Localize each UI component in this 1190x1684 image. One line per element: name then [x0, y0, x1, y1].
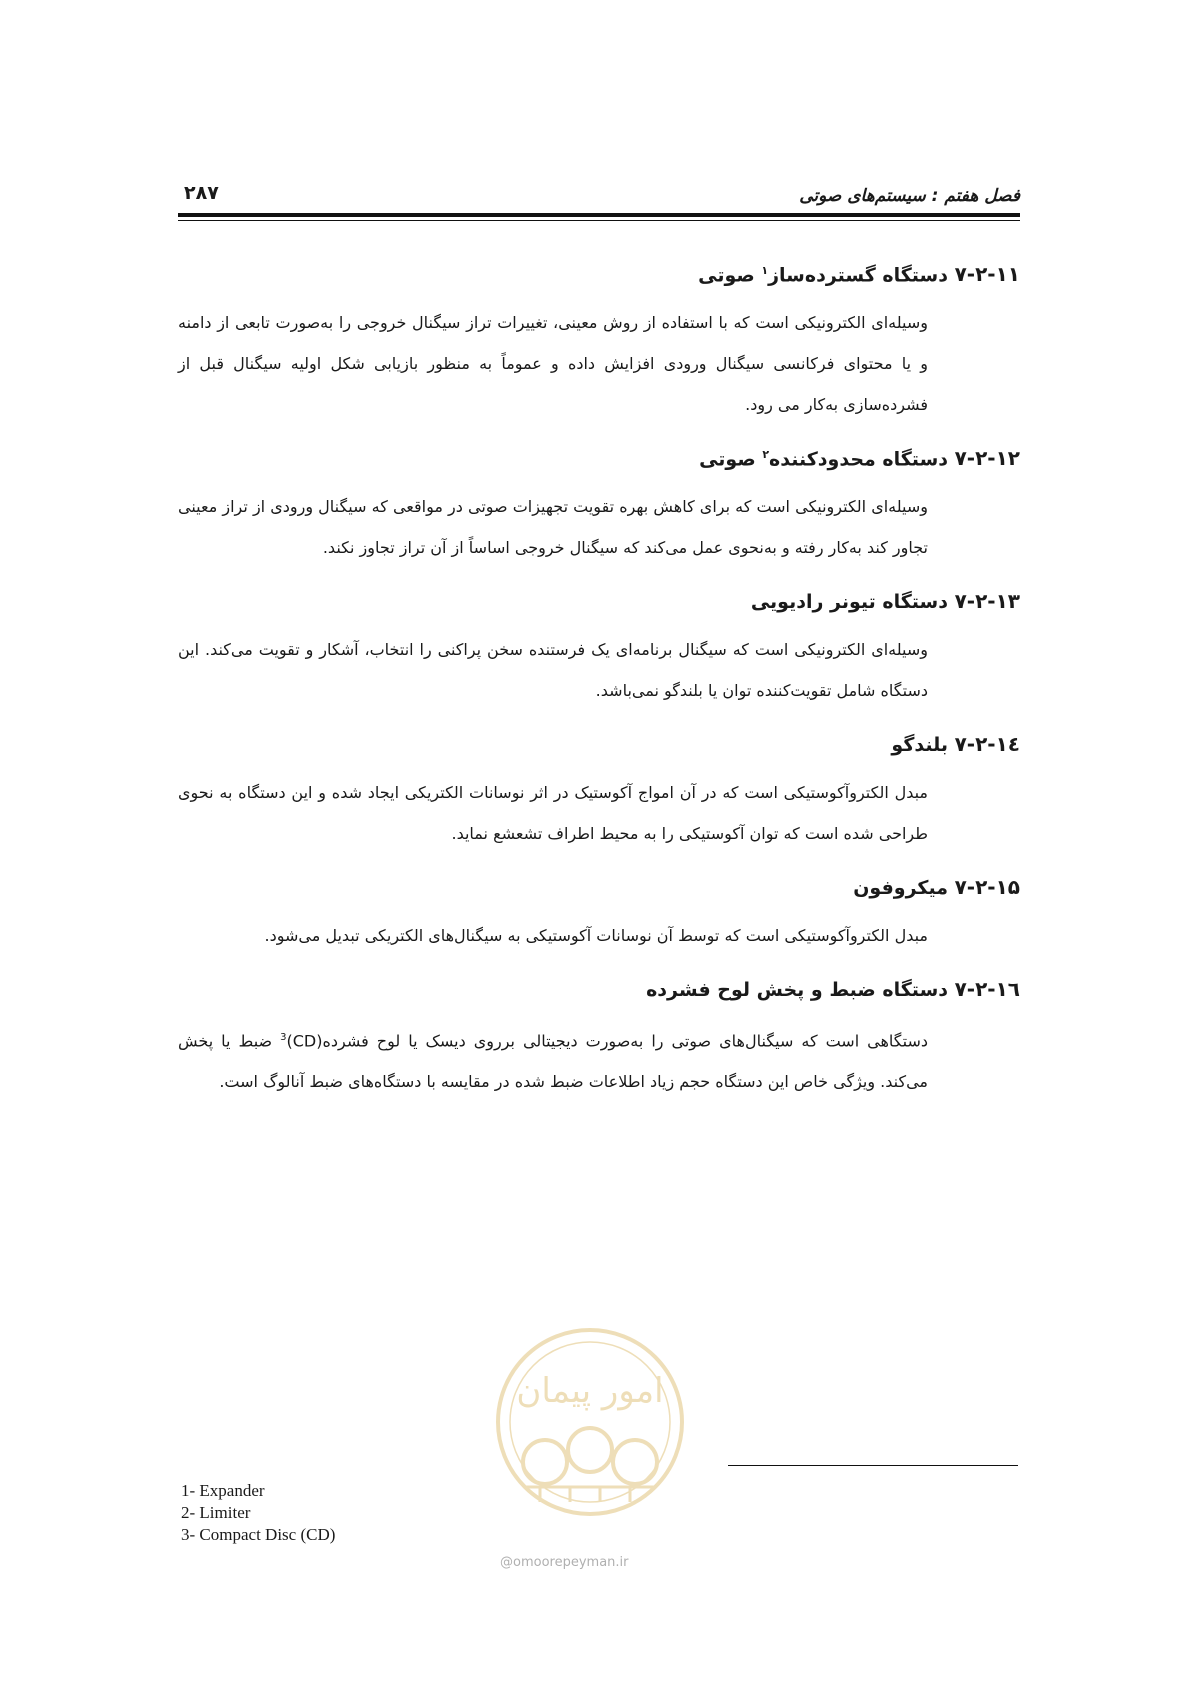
- watermark-text: امور پیمان: [516, 1371, 664, 1411]
- footnote-1: 1- Expander: [181, 1481, 265, 1500]
- page-number: ۲۸۷: [184, 182, 219, 204]
- watermark-caption: @omoorepeyman.ir: [500, 1555, 629, 1570]
- page-header: [178, 172, 1020, 220]
- section-heading: [178, 589, 1020, 629]
- footnote-ref: ۲: [762, 447, 770, 461]
- section-14: [178, 732, 1020, 854]
- section-body: مبدل الکتروآکوستیکی است که در آن امواج آکوستیک در اثر نوسانات الکتریکی ایجاد شده و این دستگاه به نحوی طراحی شده است که توان آکوستیکی را به محیط اطراف تشعشع نماید.: [178, 783, 928, 843]
- section-number: ۷-۲-۱٦: [954, 977, 1020, 1001]
- section-title: دستگاه ضبط و پخش لوح فشرده: [646, 979, 948, 1001]
- section-15: [178, 875, 1020, 956]
- section-title: دستگاه گسترده‌ساز$^۱$ صوتی: [698, 263, 948, 286]
- section-number: ۷-۲-۱٤: [954, 732, 1020, 756]
- watermark-logo: [490, 1322, 690, 1572]
- section-title: میکروفون: [853, 877, 948, 899]
- section-body: مبدل الکتروآکوستیکی است که توسط آن نوسانات آکوستیکی به سیگنال‌های الکتریکی تبدیل می‌شود.: [264, 926, 928, 945]
- chapter-title: فصل هفتم : سیستم‌های صوتی: [799, 186, 1020, 206]
- section-heading: [178, 446, 1020, 486]
- section-title: دستگاه تیونر رادیویی: [750, 591, 948, 613]
- section-16: [178, 977, 1020, 1102]
- footnote-ref: 3: [280, 1032, 287, 1043]
- section-number: ۷-۲-۱۱: [954, 262, 1020, 286]
- header-rule-thin: [178, 220, 1020, 221]
- footnote-2: 2- Limiter: [181, 1503, 251, 1522]
- section-title: بلندگو: [891, 734, 948, 756]
- section-heading: [178, 875, 1020, 915]
- section-heading: [178, 732, 1020, 772]
- section-11: [178, 262, 1020, 425]
- header-rule-thick: [178, 213, 1020, 217]
- footnotes: [181, 1480, 335, 1546]
- section-body: وسیله‌ای الکترونیکی است که سیگنال برنامه‌ای یک فرستنده سخن پراکنی را انتخاب، آشکار و تقویت می‌کند. این دستگاه شامل تقویت‌کننده توان یا بلندگو نمی‌باشد.: [178, 640, 928, 700]
- footnote-3: 3- Compact Disc (CD): [181, 1525, 336, 1544]
- section-number: ۷-۲-۱۲: [954, 446, 1020, 470]
- section-12: [178, 446, 1020, 568]
- section-number: ۷-۲-۱۳: [954, 589, 1020, 613]
- section-title: دستگاه محدودکننده$^۲$ صوتی: [699, 447, 948, 470]
- section-body: وسیله‌ای الکترونیکی است که برای کاهش بهره تقویت تجهیزات صوتی در مواقعی که سیگنال ورودی از تراز معینی تجاور کند به‌کار رفته و به‌نحوی عمل می‌کند که سیگنال خروجی اساساً از آن تراز تجاوز نکند.: [178, 497, 928, 557]
- section-heading: [178, 977, 1020, 1017]
- section-body: وسیله‌ای الکترونیکی است که با استفاده از روش معینی، تغییرات تراز سیگنال خروجی را به‌صورت تابعی از دامنه و یا محتوای فرکانسی سیگنال ورودی افزایش داده و عموماً به منظور بازیابی شکل اولیه سیگنال قبل از فشرده‌سازی به‌کار می رود.: [178, 313, 928, 414]
- footnote-rule: [728, 1465, 1018, 1466]
- section-13: [178, 589, 1020, 711]
- section-heading: [178, 262, 1020, 302]
- footnote-ref: ۱: [761, 263, 769, 277]
- section-body: دستگاهی است که سیگنال‌های صوتی را به‌صورت دیجیتالی برروی دیسک یا لوح فشرده(CD)$^3$ ضبط یا پخش می‌کند. ویژگی خاص این دستگاه حجم زیاد اطلاعات ضبط شده در مقایسه با دستگاه‌های ضبط آنالوگ است.: [178, 1031, 928, 1092]
- section-number: ۷-۲-۱۵: [954, 875, 1020, 899]
- main-content: [178, 262, 1020, 1123]
